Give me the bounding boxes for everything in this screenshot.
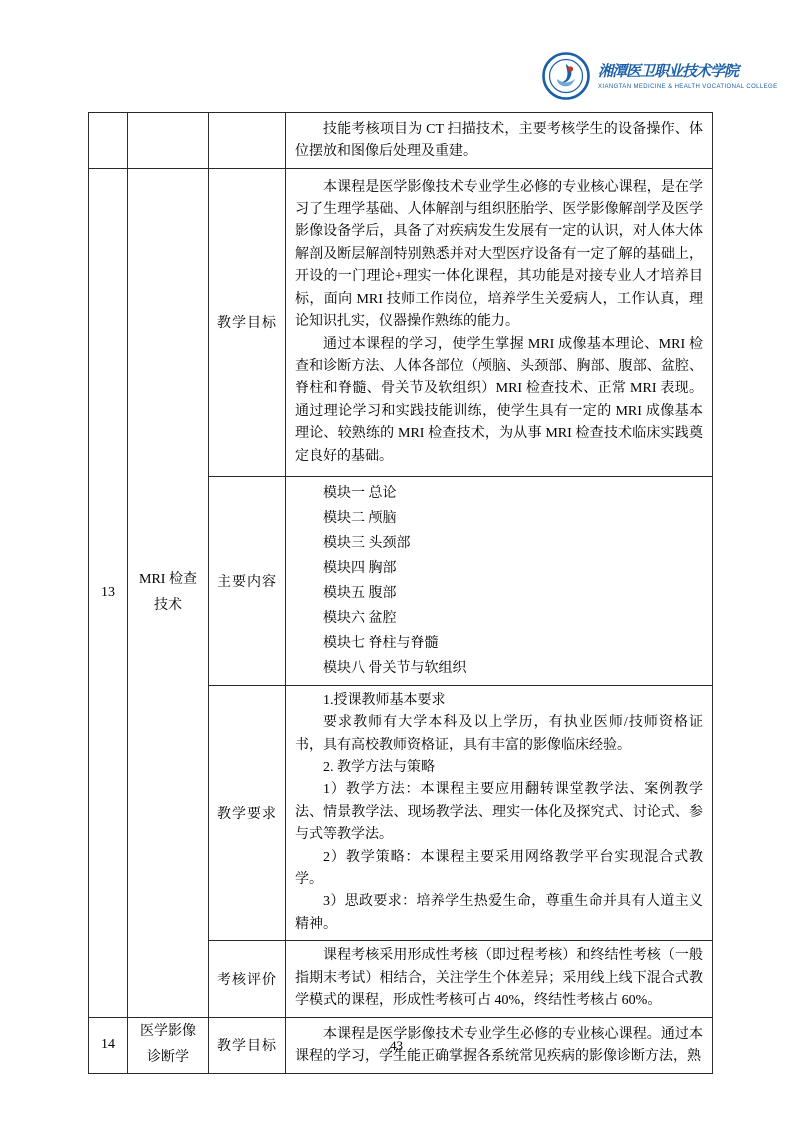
module-item: 模块五 腹部 xyxy=(323,585,397,601)
carryover-content-cell xyxy=(286,113,713,169)
section-content-cell xyxy=(286,476,713,685)
course-no-cell: 14 xyxy=(89,1017,128,1073)
module-item: 模块七 脊柱与脊髓 xyxy=(323,635,439,651)
section-label-cell: 教学目标 xyxy=(209,168,286,476)
content-paragraph: 2）教学策略：本课程主要采用网络教学平台实现混合式教学。 xyxy=(295,849,703,888)
college-header xyxy=(542,52,777,100)
page-footer xyxy=(0,1038,793,1054)
module-item: 模块一 总论 xyxy=(323,485,397,501)
content-paragraph: 2. 教学方法与策略 xyxy=(323,760,435,776)
module-item: 模块三 头颈部 xyxy=(323,535,411,551)
carryover-row xyxy=(89,113,713,169)
course-name-cell xyxy=(128,168,209,1017)
module-item: 模块二 颅脑 xyxy=(323,510,397,526)
course-name-line: 诊断学 xyxy=(147,1050,189,1065)
section-content-cell xyxy=(286,941,713,1017)
content-paragraph: 通过本课程的学习，使学生掌握 MRI 成像基本理论、MRI 检查和诊断方法、人体各部位（颅脑、头颈部、胸部、腹部、盆腔、脊柱和脊髓、骨关节及软组织）MRI 检查技术、正常 MRI 表现。通过理论学习和实践技能训练，使学生具有一定的 MRI 成像基本理论、较熟练的 MRI 检查技术，为从事 MRI 检查技术临床实践奠定良好的基础。 xyxy=(295,336,703,464)
module-item: 模块四 胸部 xyxy=(323,560,397,576)
college-name-en: XIANGTAN MEDICINE & HEALTH VOCATIONAL COLLEGE xyxy=(598,84,778,90)
course-name-cell-empty xyxy=(128,113,209,169)
course-13-goal-row xyxy=(89,168,713,476)
content-paragraph: 本课程是医学影像技术专业学生必修的专业核心课程，是在学习了生理学基础、人体解剖与组织胚胎学、医学影像解剖学及医学影像设备学后，具备了对疾病发生发展有一定的认识，对人体大体解剖及断层解剖特别熟悉并对大型医疗设备有一定了解的基础上，开设的一门理论+理实一体化课程，其功能是对接专业人才培养目标，面向 MRI 技师工作岗位，培养学生关爱病人，工作认真，理论知识扎实，仪器操作熟练的能力。 xyxy=(295,179,703,330)
section-label-cell: 考核评价 xyxy=(209,941,286,1017)
course-syllabus-table xyxy=(88,112,713,1074)
section-content-cell xyxy=(286,685,713,940)
content-paragraph: 1.授课教师基本要求 xyxy=(323,692,446,708)
section-label-cell-empty xyxy=(209,113,286,169)
content-paragraph: 课程考核采用形成性考核（即过程考核）和终结性考核（一般指期末考试）相结合，关注学生个体差异；采用线上线下混合式教学模式的课程，形成性考核可占 40%，终结性考核占 60%。 xyxy=(295,948,703,1009)
section-label-cell: 教学要求 xyxy=(209,685,286,940)
content-paragraph: 本课程是医学影像技术专业学生必修的专业核心课程。通过本课程的学习，学生能正确掌握各系统常见疾病的影像诊断方法，熟 xyxy=(295,1026,703,1064)
course-no-cell-empty xyxy=(89,113,128,169)
module-item: 模块八 骨关节与软组织 xyxy=(323,660,467,676)
course-name-line: 技术 xyxy=(154,597,182,613)
page-number: 43 xyxy=(390,1038,403,1053)
content-paragraph: 3）思政要求：培养学生热爱生命，尊重生命并具有人道主义精神。 xyxy=(295,894,703,932)
content-paragraph: 技能考核项目为 CT 扫描技术，主要考核学生的设备操作、体位摆放和图像后处理及重建。 xyxy=(295,122,703,160)
college-name-cn: 湘潭医卫职业技术学院 xyxy=(598,64,739,80)
section-label-cell: 教学目标 xyxy=(209,1017,286,1073)
section-content-cell xyxy=(286,168,713,476)
course-name-line: MRI 检查 xyxy=(139,571,197,587)
content-paragraph: 要求教师有大学本科及以上学历，有执业医师/技师资格证书，具有高校教师资格证，具有丰富的影像临床经验。 xyxy=(295,715,703,753)
course-name-line: 医学影像 xyxy=(140,1024,196,1039)
college-logo-icon xyxy=(542,52,590,100)
content-paragraph: 1）教学方法：本课程主要应用翻转课堂教学法、案例教学法、情景教学法、现场教学法、理实一体化及探究式、讨论式、参与式等教学法。 xyxy=(295,782,703,843)
college-logo-text xyxy=(598,62,777,90)
section-label-cell: 主要内容 xyxy=(209,476,286,685)
course-no-cell: 13 xyxy=(89,168,128,1017)
module-item: 模块六 盆腔 xyxy=(323,610,397,626)
